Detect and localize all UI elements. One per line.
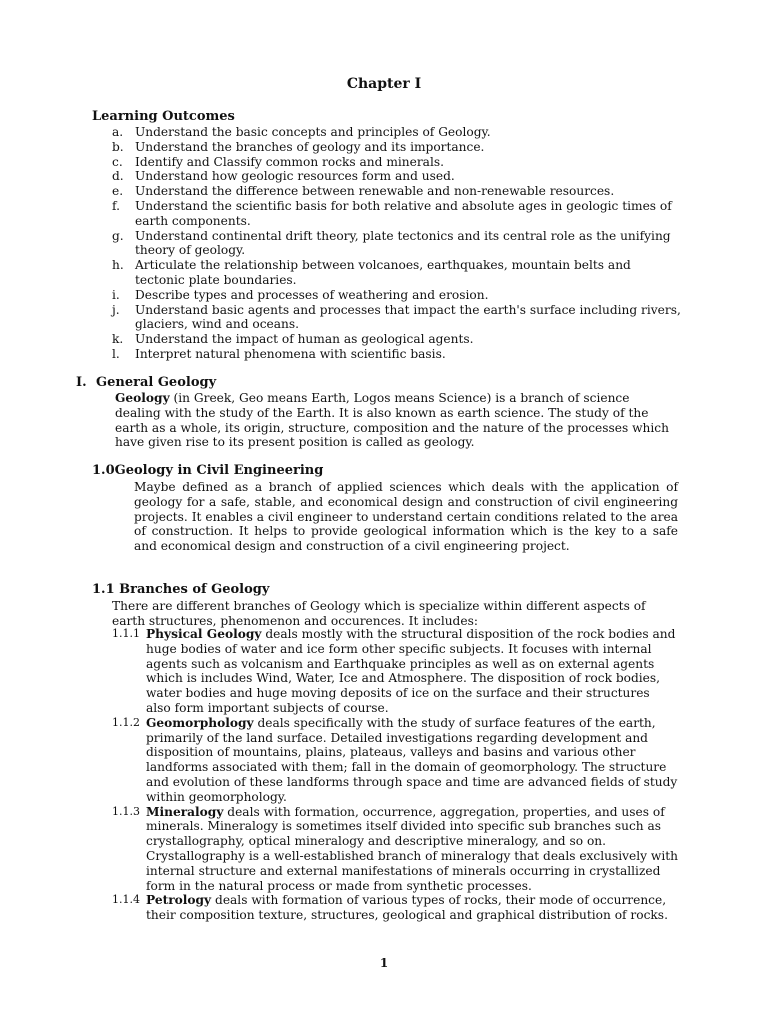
list-item	[112, 303, 682, 333]
list-item	[112, 627, 678, 716]
branch-text: deals with formation of various types of rocks, their mode of occurrence, their composition texture, structures, geological and graphical distribution of rocks.	[146, 893, 668, 923]
list-item-letter: f.	[112, 198, 120, 213]
subsection-number: 1.1	[92, 582, 115, 597]
branch-number: 1.1.4	[112, 893, 140, 907]
branch-number: 1.1.1	[112, 627, 140, 640]
list-item	[112, 332, 682, 347]
list-item	[112, 347, 682, 362]
branch-name: Geomorphology	[146, 715, 254, 730]
section-title: General Geology	[96, 375, 217, 390]
branches-list	[112, 627, 678, 923]
branch-name: Mineralogy	[146, 804, 224, 819]
branch-text: deals specifically with the study of surface features of the earth, primarily of the land surface. Detailed investigations regarding development and disposition of mountains, plains, plateaus, valleys and basins and various other landforms associated with them; fall in the domain of geomorphology. The structure and evolution of these landforms through space and time are advanced fields of study within geomorphology.	[146, 715, 678, 804]
list-item-letter: d.	[112, 169, 124, 184]
section-paragraph	[115, 391, 678, 450]
list-item-letter: c.	[112, 154, 123, 169]
subsection-title: Geology in Civil Engineering	[114, 463, 324, 478]
list-item-letter: h.	[112, 258, 124, 273]
subsection-heading-civil-engineering	[92, 464, 323, 479]
subsection-title: Branches of Geology	[119, 582, 270, 597]
chapter-title: Chapter I	[346, 76, 422, 92]
branch-text: deals with formation, occurrence, aggregation, properties, and uses of minerals. Mineralogy is sometimes itself divided into specific sub branches such as crystallography, optical mineralogy and descriptive mineralogy, and so on. Crystallography is a well-established branch of mineralogy that deals exclusively with internal structure and external manifestations of minerals occurring in crystallized form in the natural process or made from synthetic processes.	[146, 804, 678, 893]
list-item-letter: e.	[112, 184, 124, 199]
branch-number: 1.1.2	[112, 715, 140, 729]
subsection-heading-branches	[92, 583, 269, 598]
list-item-text: Describe types and processes of weathering and erosion.	[135, 287, 489, 302]
list-item-letter: b.	[112, 139, 124, 154]
paragraph-text: (in Greek, Geo means Earth, Logos means Science) is a branch of science dealing with the study of the Earth. It is also known as earth science. The study of the earth as a whole, its origin, structure, composition and the nature of the processes which have given rise to its present position is called as geology.	[115, 391, 669, 450]
list-item-text: Understand continental drift theory, plate tectonics and its central role as the unifying theory of geology.	[135, 228, 671, 258]
list-item	[112, 140, 682, 155]
list-item-text: Understand the basic concepts and principles of Geology.	[135, 125, 491, 139]
list-item-text: Identify and Classify common rocks and minerals.	[135, 154, 444, 169]
list-item-text: Understand basic agents and processes that impact the earth's surface including rivers, glaciers, wind and oceans.	[135, 302, 681, 332]
list-item	[112, 288, 682, 303]
subsection-paragraph: Maybe defined as a branch of applied sciences which deals with the application of geology for a safe, stable, and economical design and construction of civil engineering projects. It enables a civil engineer to understand certain conditions related to the area of construction. It helps to provide geological information which is the key to a safe and economical design and construction of a civil engineering project.	[134, 480, 678, 554]
list-item-text: Understand the scientific basis for both relative and absolute ages in geologic times of earth components.	[135, 198, 672, 228]
list-item	[112, 184, 682, 199]
list-item	[112, 258, 682, 288]
list-item	[112, 229, 682, 259]
list-item-text: Understand the difference between renewable and non-renewable resources.	[135, 184, 615, 199]
list-item-letter: j.	[112, 302, 120, 317]
list-item-letter: i.	[112, 287, 120, 302]
list-item-letter: l.	[112, 346, 120, 361]
list-item-text: Understand the branches of geology and its importance.	[135, 139, 485, 154]
branch-name: Physical Geology	[146, 627, 262, 641]
list-item	[112, 155, 682, 170]
learning-outcomes-heading: Learning Outcomes	[92, 109, 235, 124]
list-item	[112, 169, 682, 184]
list-item	[112, 125, 682, 140]
subsection-number: 1.0	[92, 463, 115, 478]
list-item	[112, 716, 678, 805]
branch-text: deals mostly with the structural disposition of the rock bodies and huge bodies of water and ice form other specific subjects. It focuses with internal agents such as volcanism and Earthquake principles as well as on external agents which is includes Wind, Water, Ice and Atmosphere. The disposition of rock bodies, water bodies and huge moving deposits of ice on the surface and their structures also form important subjects of course.	[146, 627, 676, 715]
branch-name: Petrology	[146, 893, 212, 908]
list-item-letter: k.	[112, 332, 124, 347]
list-item-text: Interpret natural phenomena with scientific basis.	[135, 346, 446, 361]
list-item	[112, 199, 682, 229]
list-item-text: Understand the impact of human as geological agents.	[135, 332, 474, 347]
list-item	[112, 893, 678, 923]
section-number: I.	[76, 375, 87, 390]
list-item-letter: g.	[112, 228, 124, 243]
list-item-letter: a.	[112, 125, 124, 139]
section-heading-general-geology	[76, 376, 216, 391]
list-item	[112, 805, 678, 894]
list-item-text: Articulate the relationship between volcanoes, earthquakes, mountain belts and tectonic plate boundaries.	[135, 258, 631, 287]
branch-number: 1.1.3	[112, 804, 140, 818]
list-item-text: Understand how geologic resources form and used.	[135, 169, 455, 184]
term-geology: Geology	[115, 391, 170, 405]
page-number: 1	[379, 956, 389, 970]
learning-outcomes-list	[112, 125, 682, 362]
subsection-intro: There are different branches of Geology which is specialize within different aspects of earth structures, phenomenon and occurences. It includes:	[112, 599, 646, 628]
